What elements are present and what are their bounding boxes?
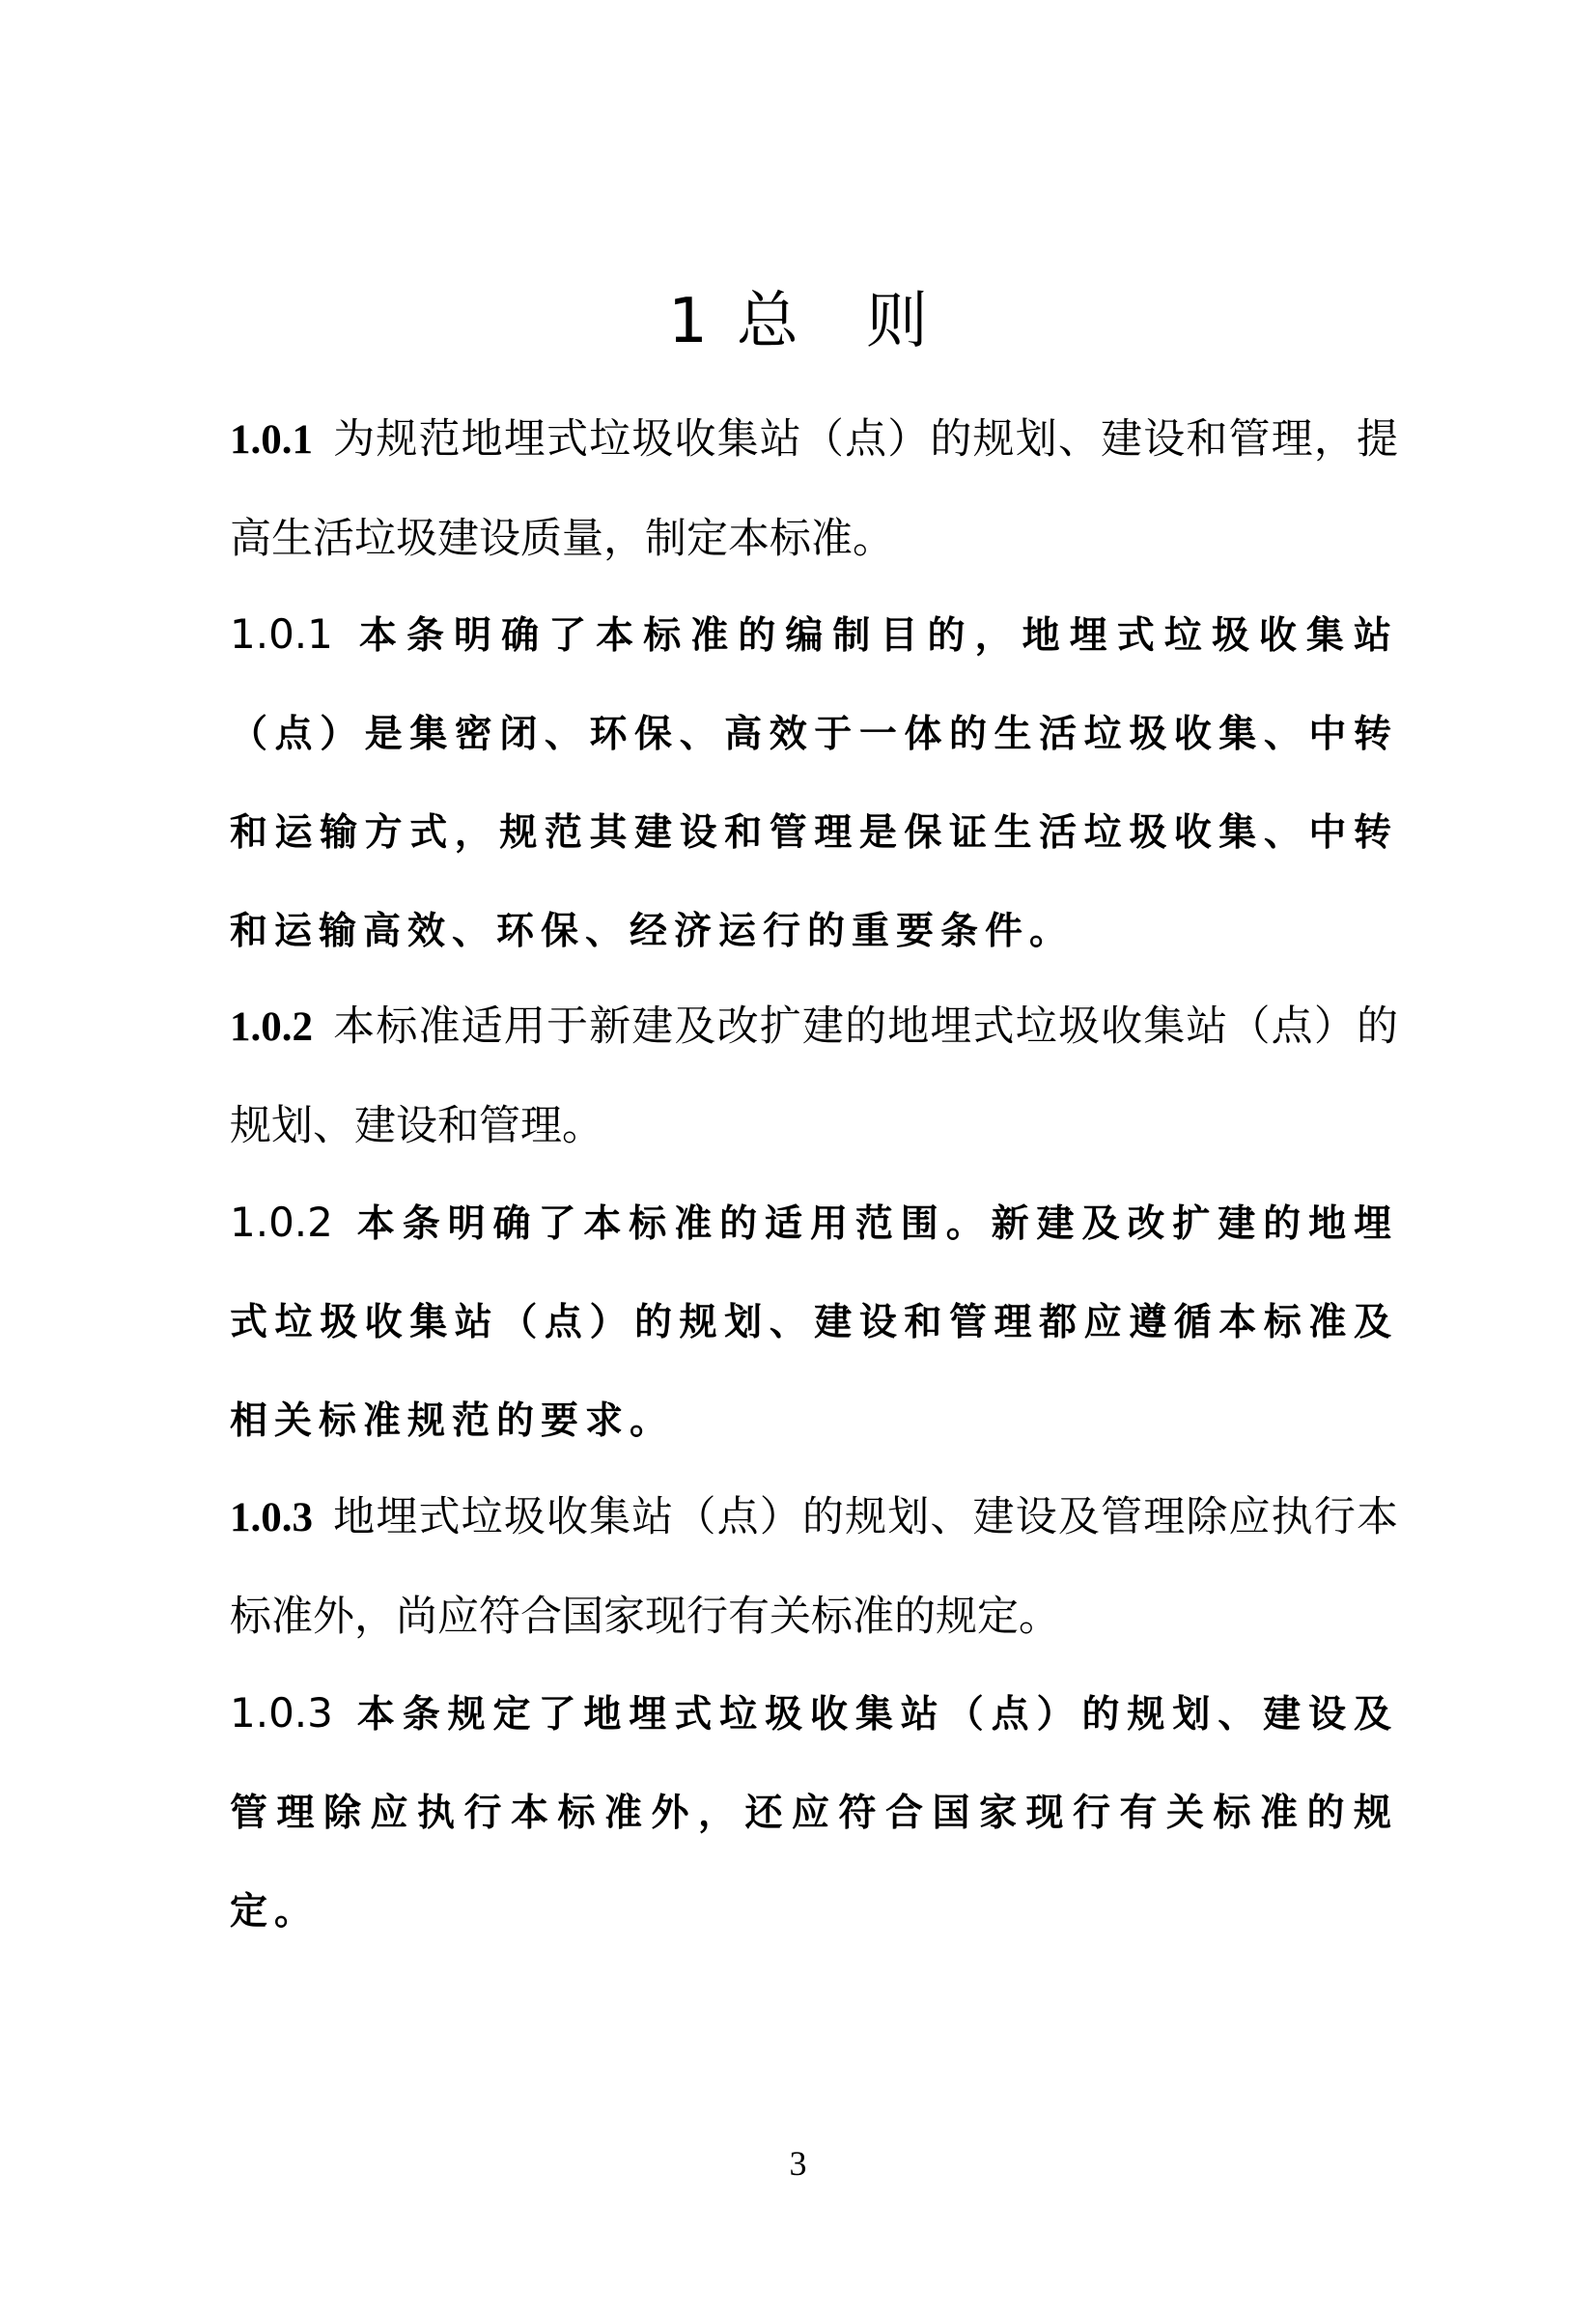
commentary-text: 本条明确了本标准的编制目的，地埋式垃圾收集站（点）是集密闭、环保、高效于一体的生活垃圾收集、中转和运输方式，规范其建设和管理是保证生活垃圾收集、中转和运输高效、环保、经济运行的重要条件。: [230, 614, 1398, 953]
clause-number: 1.0.3: [230, 1495, 313, 1540]
chapter-title-char-2: 则: [865, 286, 928, 357]
chapter-title: [0, 275, 1596, 368]
commentary-1-0-1: [230, 585, 1398, 981]
commentary-text: 本条明确了本标准的适用范围。新建及改扩建的地埋式垃圾收集站（点）的规划、建设和管理都应遵循本标准及相关标准规范的要求。: [230, 1202, 1398, 1443]
commentary-number: 1.0.2: [230, 1199, 333, 1246]
chapter-title-char-1: 总: [736, 286, 798, 357]
clause-1-0-3: [230, 1468, 1398, 1666]
chapter-number: 1: [668, 286, 708, 357]
commentary-number: 1.0.1: [230, 610, 333, 658]
clause-1-0-1: [230, 390, 1398, 588]
commentary-number: 1.0.3: [230, 1689, 333, 1737]
clause-text: 为规范地埋式垃圾收集站（点）的规划、建设和管理，提高生活垃圾建设质量，制定本标准。: [230, 415, 1398, 563]
page-number: 3: [789, 2144, 807, 2183]
commentary-text: 本条规定了地埋式垃圾收集站（点）的规划、建设及管理除应执行本标准外，还应符合国家现行有关标准的规定。: [230, 1693, 1398, 1934]
clause-1-0-2: [230, 977, 1398, 1175]
commentary-1-0-3: [230, 1664, 1398, 1962]
clause-number: 1.0.1: [230, 417, 313, 463]
clause-text: 地埋式垃圾收集站（点）的规划、建设及管理除应执行本标准外，尚应符合国家现行有关标准的规定。: [230, 1493, 1398, 1641]
clause-text: 本标准适用于新建及改扩建的地埋式垃圾收集站（点）的规划、建设和管理。: [230, 1003, 1398, 1150]
commentary-1-0-2: [230, 1173, 1398, 1471]
clause-number: 1.0.2: [230, 1004, 313, 1050]
